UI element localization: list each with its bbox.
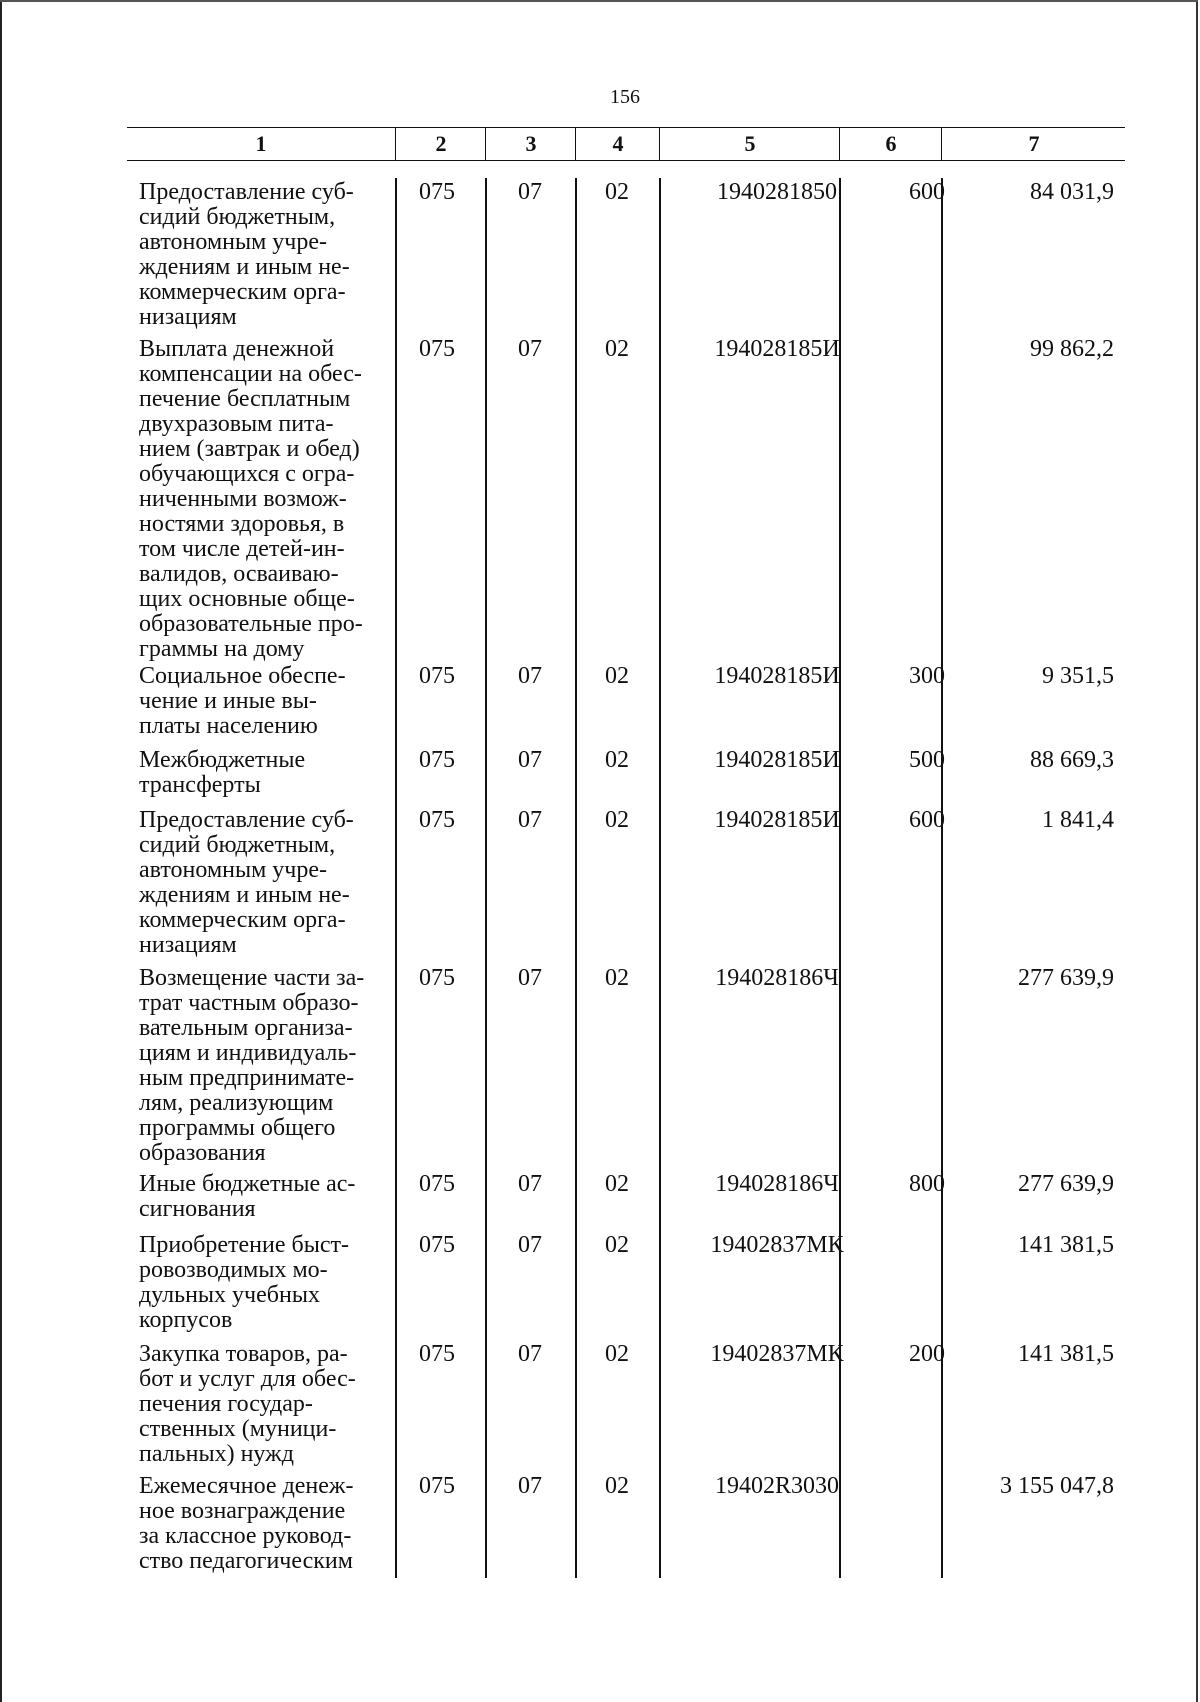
row-section: 07 — [518, 179, 542, 205]
row-ministry-code: 075 — [419, 336, 455, 362]
row-subsection: 02 — [605, 965, 629, 991]
row-expense-type: 600 — [909, 807, 945, 833]
row-amount: 1 841,4 — [1042, 807, 1114, 833]
row-section: 07 — [518, 336, 542, 362]
row-expense-type: 500 — [909, 747, 945, 773]
row-description: Приобретение быст- ровозводимых мо- дульных учебных корпусов — [139, 1232, 349, 1333]
row-ministry-code: 075 — [419, 1232, 455, 1258]
row-target-code: 194028186Ч — [715, 1171, 839, 1197]
header-col-4: 4 — [575, 128, 660, 160]
row-description: Ежемесячное денеж- ное вознаграждение за классное руковод- ство педагогическим — [139, 1473, 354, 1574]
row-section: 07 — [518, 1473, 542, 1499]
row-ministry-code: 075 — [419, 807, 455, 833]
scan-edge-right — [1196, 0, 1198, 1702]
row-section: 07 — [518, 1232, 542, 1258]
row-description: Социальное обеспе- чение и иные вы- платы населению — [139, 663, 346, 739]
row-subsection: 02 — [605, 1232, 629, 1258]
row-target-code: 194028185И — [714, 747, 840, 773]
row-subsection: 02 — [605, 179, 629, 205]
table-header — [127, 127, 1125, 161]
row-subsection: 02 — [605, 747, 629, 773]
row-description: Предоставление суб- сидий бюджетным, автономным учре- ждениям и иным не- коммерческим орга- низациям — [139, 179, 354, 330]
row-target-code: 194028185И — [714, 807, 840, 833]
row-description: Межбюджетные трансферты — [139, 747, 306, 798]
row-ministry-code: 075 — [419, 179, 455, 205]
row-amount: 277 639,9 — [1018, 965, 1114, 991]
row-ministry-code: 075 — [419, 1473, 455, 1499]
column-divider — [485, 178, 487, 1578]
row-ministry-code: 075 — [419, 663, 455, 689]
row-ministry-code: 075 — [419, 747, 455, 773]
row-section: 07 — [518, 1341, 542, 1367]
row-amount: 99 862,2 — [1030, 336, 1114, 362]
row-description: Иные бюджетные ас- сигнования — [139, 1171, 356, 1222]
row-target-code: 19402837МК — [710, 1232, 844, 1258]
row-expense-type: 600 — [909, 179, 945, 205]
row-section: 07 — [518, 807, 542, 833]
column-divider — [395, 178, 397, 1578]
row-ministry-code: 075 — [419, 1171, 455, 1197]
row-description: Выплата денежной компенсации на обес- печение бесплатным двухразовым пита- нием (завтрак и обед) обучающихся с огра- ниченными возмож- ностями здоровья, в том числе детей-ин- валидов, осваиваю- щих основные обще- образовательные про- граммы на дому — [139, 336, 363, 662]
row-amount: 141 381,5 — [1018, 1341, 1114, 1367]
row-description: Закупка товаров, ра- бот и услуг для обес- печения государ- ственных (муници- пальных) нужд — [139, 1341, 356, 1467]
row-section: 07 — [518, 1171, 542, 1197]
row-description: Предоставление суб- сидий бюджетным, автономным учре- ждениям и иным не- коммерческим орга- низациям — [139, 807, 354, 958]
header-col-7: 7 — [941, 128, 1126, 160]
row-expense-type: 200 — [909, 1341, 945, 1367]
row-target-code: 194028185И — [714, 336, 840, 362]
row-ministry-code: 075 — [419, 1341, 455, 1367]
scan-edge-left — [0, 0, 2, 1702]
header-col-3: 3 — [485, 128, 576, 160]
row-target-code: 19402R3030 — [714, 1473, 839, 1499]
column-divider — [659, 178, 661, 1578]
column-divider — [839, 178, 841, 1578]
row-target-code: 194028186Ч — [715, 965, 839, 991]
row-amount: 9 351,5 — [1042, 663, 1114, 689]
row-target-code: 19402837МК — [710, 1341, 844, 1367]
row-amount: 84 031,9 — [1030, 179, 1114, 205]
row-target-code: 194028185И — [714, 663, 840, 689]
header-col-1: 1 — [255, 131, 267, 156]
row-expense-type: 800 — [909, 1171, 945, 1197]
column-divider — [575, 178, 577, 1578]
row-expense-type: 300 — [909, 663, 945, 689]
header-col-2: 2 — [395, 128, 486, 160]
row-section: 07 — [518, 663, 542, 689]
row-amount: 88 669,3 — [1030, 747, 1114, 773]
page-number: 156 — [610, 86, 640, 108]
row-target-code: 1940281850 — [717, 179, 837, 205]
header-col-5: 5 — [659, 128, 840, 160]
row-subsection: 02 — [605, 1171, 629, 1197]
row-amount: 3 155 047,8 — [1000, 1473, 1114, 1499]
row-subsection: 02 — [605, 1473, 629, 1499]
scan-edge-top — [0, 0, 1198, 2]
column-divider — [941, 178, 943, 1578]
row-amount: 277 639,9 — [1018, 1171, 1114, 1197]
header-col-6: 6 — [839, 128, 942, 160]
row-section: 07 — [518, 965, 542, 991]
row-ministry-code: 075 — [419, 965, 455, 991]
row-subsection: 02 — [605, 807, 629, 833]
row-amount: 141 381,5 — [1018, 1232, 1114, 1258]
row-subsection: 02 — [605, 1341, 629, 1367]
row-section: 07 — [518, 747, 542, 773]
row-subsection: 02 — [605, 336, 629, 362]
row-subsection: 02 — [605, 663, 629, 689]
row-description: Возмещение части за- трат частным образо- вательным организа- циям и индивидуаль- ным предпринимате- лям, реализующим программы общего образования — [139, 965, 365, 1166]
